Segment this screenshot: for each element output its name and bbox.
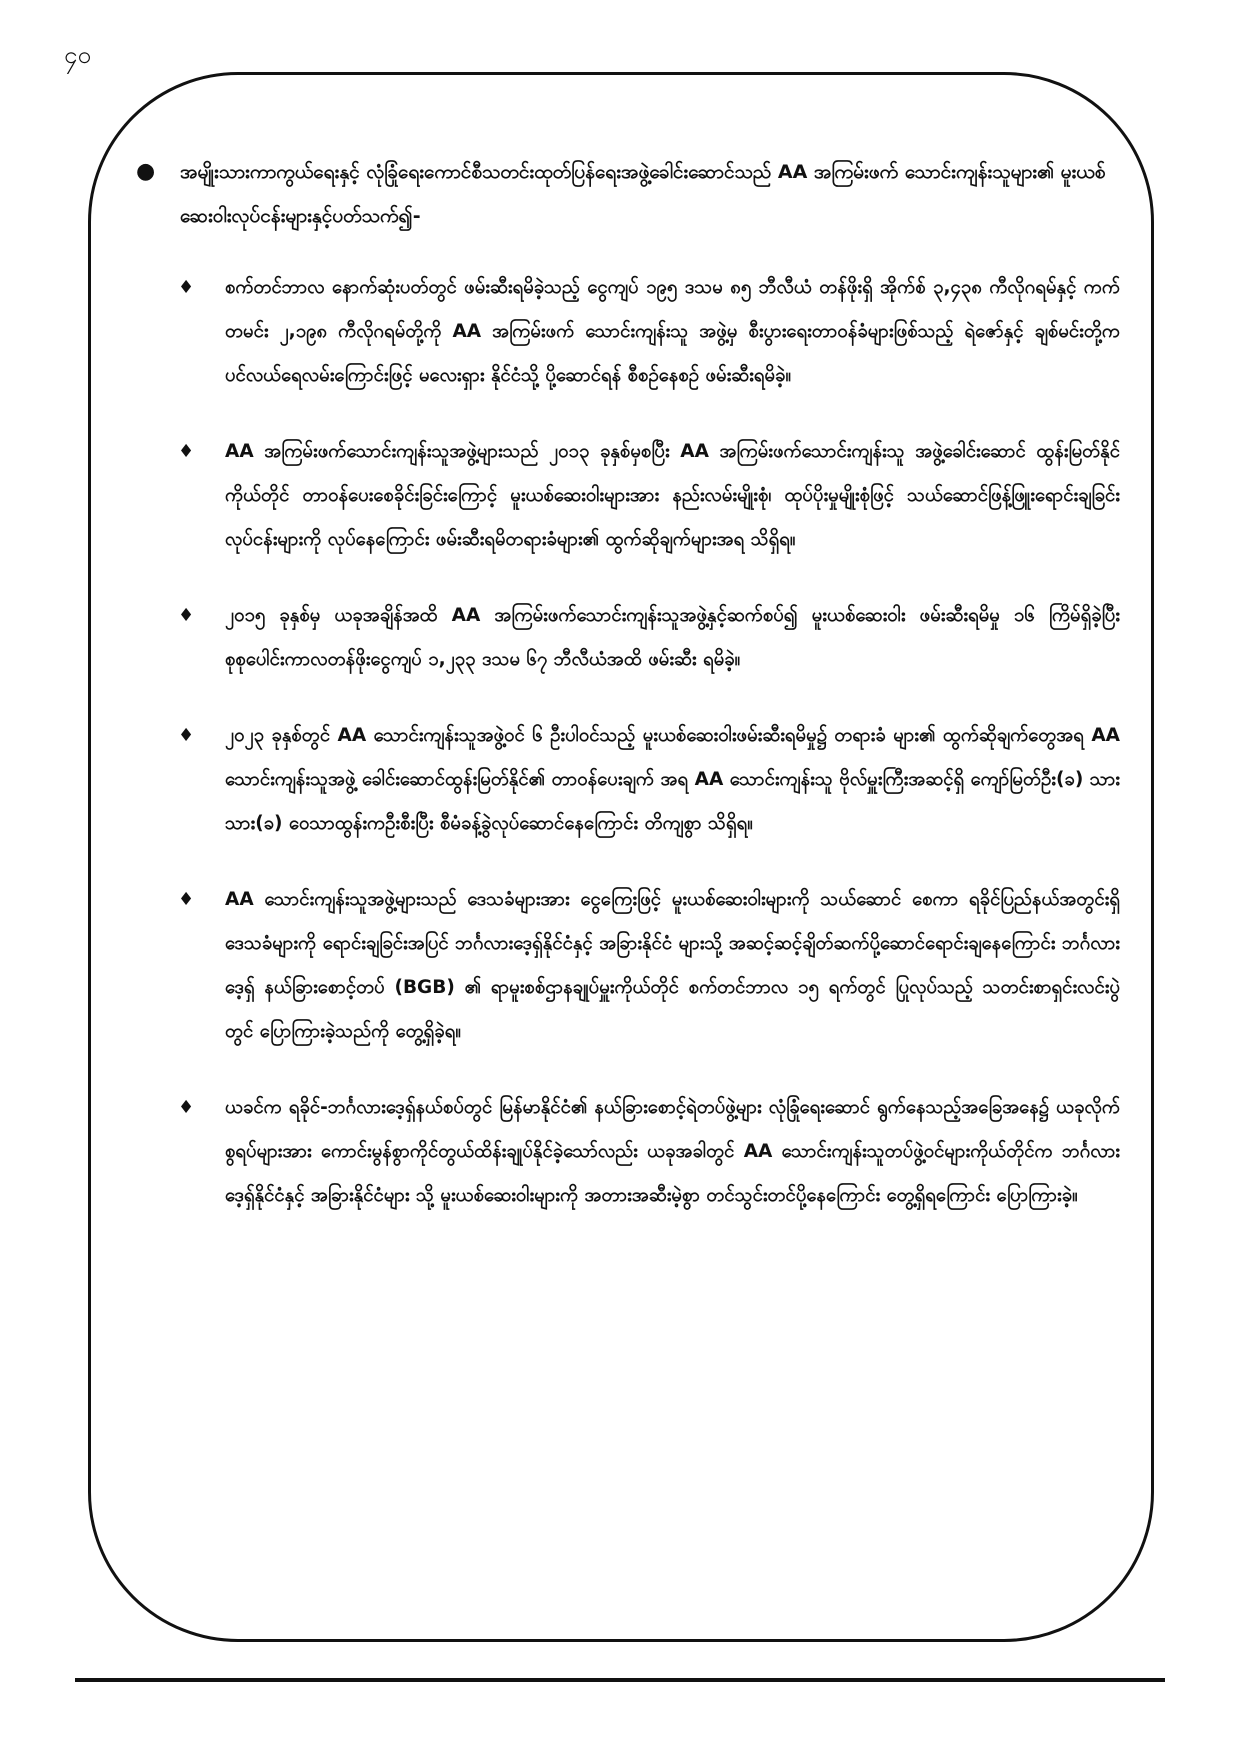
list-item-text: ယခင်က ရခိုင်-ဘင်္ဂလားဒေ့ရှ်နယ်စပ်တွင် မြန်မာနိုင်ငံ၏ နယ်ခြားစောင့်ရဲတပ်ဖွဲ့များ လုံခြုံရေးဆောင် ရွက်နေသည့်အခြေအနေ၌ ယခုလိုက်စွရပ်များအား ကောင်းမွန်စွာကိုင်တွယ်ထိန်းချုပ်နိုင်ခဲ့သော်လည်း ယခုအခါတွင် AA သောင်းကျန်းသူတပ်ဖွဲ့ဝင်များကိုယ်တိုင်က ဘင်္ဂလားဒေ့ရှ်နိုင်ငံနှင့် အခြားနိုင်ငံများ သို့ မူးယစ်ဆေးဝါးများကို အတားအဆီးမဲ့စွာ တင်သွင်းတင်ပို့နေကြောင်း တွေ့ရှိရကြောင်း ပြောကြားခဲ့။ bbox=[225, 1097, 1120, 1206]
list-item bbox=[130, 430, 1120, 562]
intro-text: အမျိုးသားကာကွယ်ရေးနှင့် လုံခြုံရေးကောင်စီသတင်းထုတ်ပြန်ရေးအဖွဲ့ခေါင်းဆောင်သည် AA အကြမ်းဖက် သောင်းကျန်းသူများ၏ မူးယစ်ဆေးဝါးလုပ်ငန်းများနှင့်ပတ်သက်၍- bbox=[180, 161, 1106, 227]
list-item bbox=[130, 266, 1120, 398]
list-item-text: AA အကြမ်းဖက်သောင်းကျန်းသူအဖွဲ့များသည် ၂၀၁၃ ခုနှစ်မှစပြီး AA အကြမ်းဖက်သောင်းကျန်းသူ အဖွဲ့ခေါင်းဆောင် ထွန်းမြတ်နိုင်ကိုယ်တိုင် တာဝန်ပေးစေခိုင်းခြင်းကြောင့် မူးယစ်ဆေးဝါးများအား နည်းလမ်းမျိုးစုံ၊ ထုပ်ပိုးမှုမျိုးစုံဖြင့် သယ်ဆောင်ဖြန့်ဖြူးရောင်းချခြင်းလုပ်ငန်းများကို လုပ်နေကြောင်း ဖမ်းဆီးရမိတရားခံများ၏ ထွက်ဆိုချက်များအရ သိရှိရ။ bbox=[225, 441, 1120, 550]
list-item bbox=[130, 594, 1120, 682]
list-item bbox=[130, 878, 1120, 1054]
list-item-text: ၂၀၂၃ ခုနှစ်တွင် AA သောင်းကျန်းသူအဖွဲ့ဝင် ၆ ဦးပါဝင်သည့် မူးယစ်ဆေးဝါးဖမ်းဆီးရမိမှု၌ တရားခံ များ၏ ထွက်ဆိုချက်တွေအရ AA သောင်းကျန်းသူအဖွဲ့ ခေါင်းဆောင်ထွန်းမြတ်နိုင်၏ တာဝန်ပေးချက် အရ AA သောင်းကျန်းသူ ဗိုလ်မှူးကြီးအဆင့်ရှိ ကျော်မြတ်ဦး(ခ) သားသား(ခ) ဝေသာထွန်းကဦးစီးပြီး စီမံခန့်ခွဲလုပ်ဆောင်နေကြောင်း တိကျစွာ သိရှိရ။ bbox=[225, 725, 1120, 834]
diamond-bullet-icon: ♦ bbox=[178, 441, 195, 462]
page-number: ၄၀ bbox=[64, 41, 91, 69]
list-item bbox=[130, 1086, 1120, 1218]
list-item-text: ၂၀၁၅ ခုနှစ်မှ ယခုအချိန်အထိ AA အကြမ်းဖက်သောင်းကျန်းသူအဖွဲ့နှင့်ဆက်စပ်၍ မူးယစ်ဆေးဝါး ဖမ်းဆီးရမိမှု ၁၆ ကြိမ်ရှိခဲ့ပြီး စုစုပေါင်းကာလတန်ဖိုးငွေကျပ် ၁,၂၃၃ ဒသမ ၆၇ ဘီလီယံအထိ ဖမ်းဆီး ရမိခဲ့။ bbox=[225, 605, 1120, 670]
diamond-bullet-icon: ♦ bbox=[178, 889, 195, 910]
diamond-bullet-icon: ♦ bbox=[178, 725, 195, 746]
intro-paragraph bbox=[130, 150, 1120, 238]
list-item-text: စက်တင်ဘာလ နောက်ဆုံးပတ်တွင် ဖမ်းဆီးရမိခဲ့သည့် ငွေကျပ် ၁၉၅ ဒသမ ၈၅ ဘီလီယံ တန်ဖိုးရှိ အိုက်စ် ၃,၄၃၈ ကီလိုဂရမ်နှင့် ကက်တမင်း ၂,၁၉၈ ကီလိုဂရမ်တို့ကို AA အကြမ်းဖက် သောင်းကျန်းသူ အဖွဲ့မှ စီးပွားရေးတာဝန်ခံများဖြစ်သည့် ရဲဇော်နှင့် ချစ်မင်းတို့က ပင်လယ်ရေလမ်းကြောင်းဖြင့် မလေးရှား နိုင်ငံသို့ ပို့ဆောင်ရန် စီစဉ်နေစဉ် ဖမ်းဆီးရမိခဲ့။ bbox=[225, 277, 1120, 386]
bullet-icon: ● bbox=[136, 159, 156, 184]
diamond-bullet-icon: ♦ bbox=[178, 277, 195, 298]
list-item bbox=[130, 714, 1120, 846]
list-item-text: AA သောင်းကျန်းသူအဖွဲ့များသည် ဒေသခံများအား ငွေကြေးဖြင့် မူးယစ်ဆေးဝါးများကို သယ်ဆောင် စေကာ ရခိုင်ပြည်နယ်အတွင်းရှိ ဒေသခံများကို ရောင်းချခြင်းအပြင် ဘင်္ဂလားဒေ့ရှ်နိုင်ငံနှင့် အခြားနိုင်ငံ များသို့ အဆင့်ဆင့်ချိတ်ဆက်ပို့ဆောင်ရောင်းချနေကြောင်း ဘင်္ဂလားဒေ့ရှ် နယ်ခြားစောင့်တပ် (BGB) ၏ ရာမူးစစ်ဌာနချုပ်မှူးကိုယ်တိုင် စက်တင်ဘာလ ၁၅ ရက်တွင် ပြုလုပ်သည့် သတင်းစာရှင်းလင်းပွဲ တွင် ပြောကြားခဲ့သည်ကို တွေ့ရှိခဲ့ရ။ bbox=[225, 889, 1120, 1042]
footer-rule bbox=[75, 1678, 1165, 1682]
content-area bbox=[130, 150, 1120, 1610]
diamond-bullet-icon: ♦ bbox=[178, 1097, 195, 1118]
diamond-bullet-icon: ♦ bbox=[178, 605, 195, 626]
